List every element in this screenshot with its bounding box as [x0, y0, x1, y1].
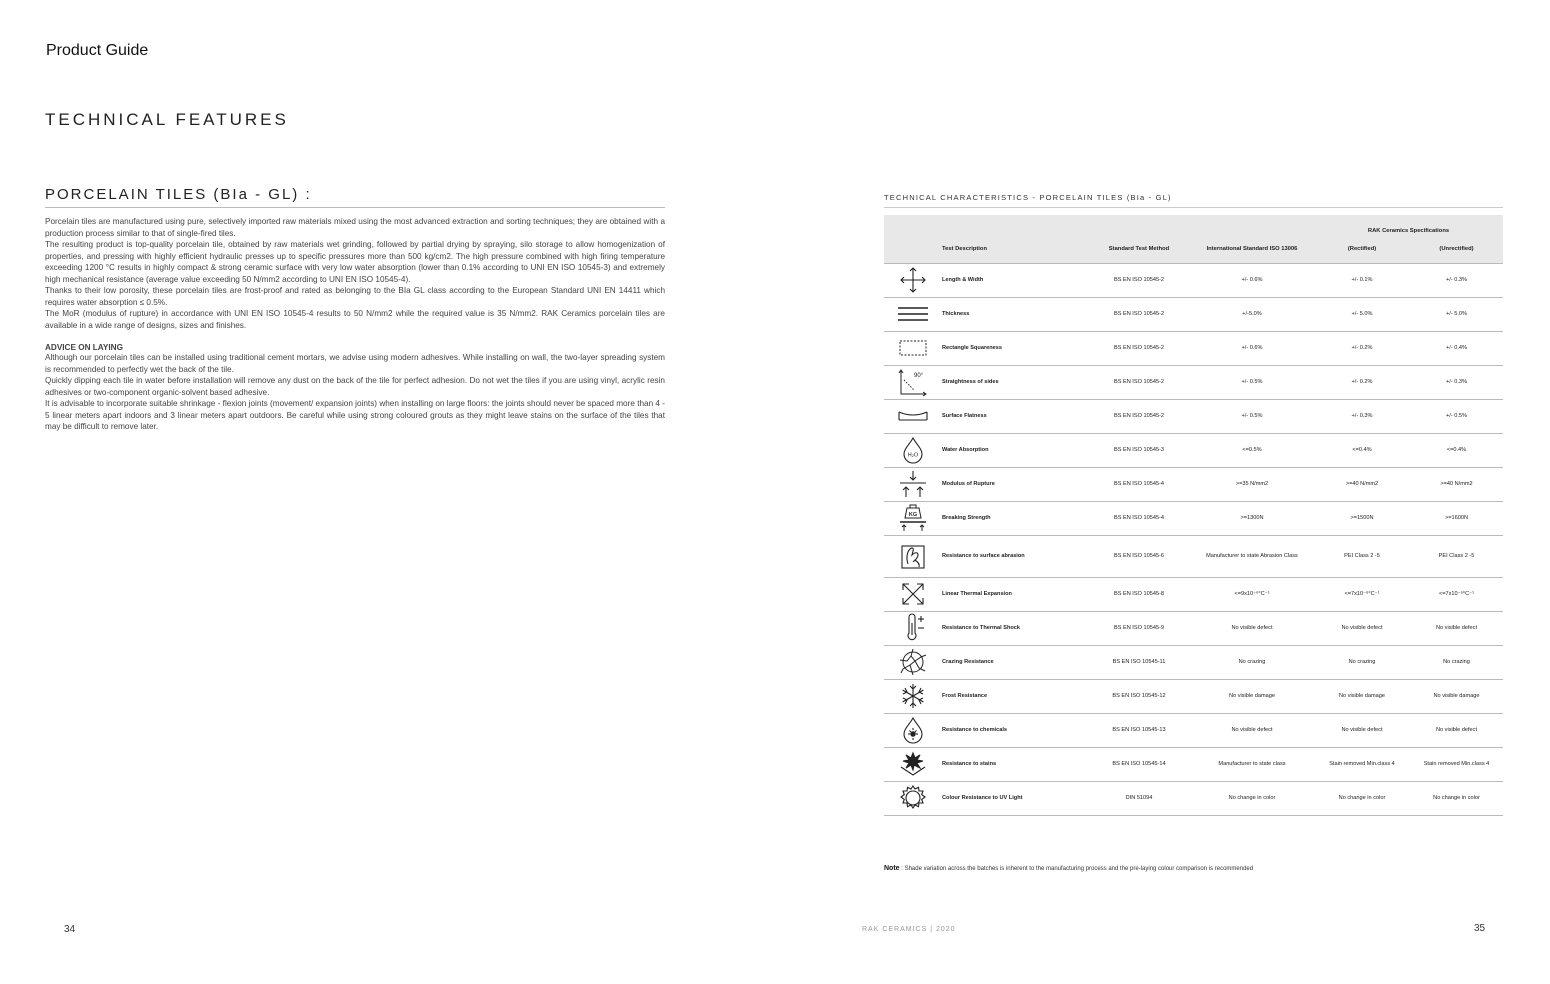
- row-unrectified: +/- 0.3%: [1410, 263, 1503, 297]
- row-iso: <=9x10⁻⁶°C⁻¹: [1190, 577, 1314, 611]
- row-method: BS EN ISO 10545-4: [1088, 501, 1190, 535]
- kg-label: KG: [908, 512, 918, 518]
- row-method: BS EN ISO 10545-4: [1088, 467, 1190, 501]
- footer-brand: RAK CERAMICS | 2020: [862, 926, 956, 933]
- row-method: BS EN ISO 10545-2: [1088, 331, 1190, 365]
- snowflake-icon: [899, 682, 927, 710]
- row-unrectified: <=0.4%: [1410, 433, 1503, 467]
- table-row: [884, 713, 1503, 747]
- row-description: Resistance to Thermal Shock: [942, 611, 1088, 645]
- row-description: Resistance to surface abrasion: [942, 535, 1088, 577]
- row-iso: >=1300N: [1190, 501, 1314, 535]
- row-description: Surface Flatness: [942, 399, 1088, 433]
- row-method: BS EN ISO 10545-8: [1088, 577, 1190, 611]
- row-rectified: No visible defect: [1314, 713, 1410, 747]
- row-iso: No visible defect: [1190, 713, 1314, 747]
- row-iso: +/-5.0%: [1190, 297, 1314, 331]
- row-method: BS EN ISO 10545-3: [1088, 433, 1190, 467]
- weight-kg-icon: [898, 503, 928, 533]
- header-unrectified: (Unrectified): [1410, 235, 1503, 263]
- row-iso: +/- 0.5%: [1190, 365, 1314, 399]
- row-rectified: No change in color: [1314, 781, 1410, 815]
- row-unrectified: No visible defect: [1410, 713, 1503, 747]
- row-method: BS EN ISO 10545-6: [1088, 535, 1190, 577]
- table-header-row: [884, 235, 1503, 263]
- section-title: TECHNICAL FEATURES: [45, 110, 289, 129]
- thermometer-icon: [899, 613, 927, 643]
- table-row: [884, 645, 1503, 679]
- row-method: BS EN ISO 10545-14: [1088, 747, 1190, 781]
- page-header-title: Product Guide: [46, 42, 149, 59]
- sun-gear-icon: [899, 784, 927, 812]
- header-iso-standard: International Standard ISO 13006: [1190, 235, 1314, 263]
- row-rectified: +/- 5.0%: [1314, 297, 1410, 331]
- row-unrectified: +/- 0.3%: [1410, 365, 1503, 399]
- row-unrectified: PEI Class 2 -5: [1410, 535, 1503, 577]
- description-paragraph: The MoR (modulus of rupture) in accordance with UNI EN ISO 10545-4 results to 50 N/mm2 while the required value is 35 N/mm2. RAK Ceramics porcelain tiles are available in a wide range of designs, sizes and finishes.: [45, 309, 665, 330]
- page-number-left: 34: [64, 924, 76, 935]
- abrasion-hand-icon: [898, 540, 928, 572]
- row-rectified: PEI Class 2 -5: [1314, 535, 1410, 577]
- table-row: [884, 331, 1503, 365]
- row-description: Water Absorption: [942, 433, 1088, 467]
- specifications-group-header: RAK Ceramics Specifications: [1314, 215, 1503, 235]
- row-iso: Manufacturer to state class: [1190, 747, 1314, 781]
- dashed-rectangle-icon: [898, 338, 928, 358]
- row-description: Crazing Resistance: [942, 645, 1088, 679]
- note-label: Note: [884, 865, 900, 872]
- row-rectified: <=7x10⁻⁶°C⁻¹: [1314, 577, 1410, 611]
- row-rectified: No crazing: [1314, 645, 1410, 679]
- row-description: Straightness of sides: [942, 365, 1088, 399]
- chemical-drop-icon: [899, 715, 927, 745]
- row-unrectified: No visible damage: [1410, 679, 1503, 713]
- description-paragraph: Thanks to their low porosity, these porcelain tiles are frost-proof and rated as belonging to the BIa GL class according to the European Standard UNI EN 14411 which requires water absorption ≤ 0.5%.: [45, 286, 665, 307]
- table-row: [884, 577, 1503, 611]
- table-row: [884, 263, 1503, 297]
- note: [884, 865, 1253, 872]
- row-iso: No crazing: [1190, 645, 1314, 679]
- row-iso: >=35 N/mm2: [1190, 467, 1314, 501]
- row-rectified: +/- 0.2%: [1314, 365, 1410, 399]
- row-rectified: >=40 N/mm2: [1314, 467, 1410, 501]
- row-unrectified: >=40 N/mm2: [1410, 467, 1503, 501]
- row-description: Modulus of Rupture: [942, 467, 1088, 501]
- row-iso: <=0.5%: [1190, 433, 1314, 467]
- advice-text: [45, 352, 665, 433]
- row-method: BS EN ISO 10545-11: [1088, 645, 1190, 679]
- table-row: [884, 297, 1503, 331]
- row-description: Resistance to stains: [942, 747, 1088, 781]
- row-method: DIN 51094: [1088, 781, 1190, 815]
- crazing-icon: [898, 647, 928, 677]
- row-method: BS EN ISO 10545-9: [1088, 611, 1190, 645]
- right-angle-icon: [897, 367, 929, 397]
- row-unrectified: No visible defect: [1410, 611, 1503, 645]
- description-text: [45, 216, 665, 331]
- table-row: [884, 747, 1503, 781]
- table-row: [884, 467, 1503, 501]
- table-row: [884, 399, 1503, 433]
- porcelain-subtitle: PORCELAIN TILES (BIa - GL) :: [45, 186, 665, 208]
- note-text: : Shade variation across the batches is inherent to the manufacturing process and the pre-laying colour comparison is recommended: [899, 866, 1254, 872]
- table-caption: TECHNICAL CHARACTERISTICS - PORCELAIN TILES (BIa - GL): [884, 193, 1503, 208]
- row-unrectified: +/- 5.0%: [1410, 297, 1503, 331]
- row-rectified: +/- 0.1%: [1314, 263, 1410, 297]
- row-iso: +/- 0.6%: [1190, 331, 1314, 365]
- row-iso: Manufacturer to state Abrasion Class: [1190, 535, 1314, 577]
- table-row: [884, 679, 1503, 713]
- row-method: BS EN ISO 10545-2: [1088, 297, 1190, 331]
- row-description: Frost Resistance: [942, 679, 1088, 713]
- row-description: Resistance to chemicals: [942, 713, 1088, 747]
- row-description: Breaking Strength: [942, 501, 1088, 535]
- advice-paragraph: It is advisable to incorporate suitable shrinkage - flexion joints (movement/ expansion joints) when installing on large floors: the joints should never be spaced more than 4 - 5 linear meters apart indoors and 3 linear meters apart outdoors. Be careful while using strong coloured grouts as they might leave stains on the surface of the tiles that may be difficult to remove later.: [45, 399, 665, 431]
- row-unrectified: No crazing: [1410, 645, 1503, 679]
- table-row: [884, 433, 1503, 467]
- row-unrectified: +/- 0.5%: [1410, 399, 1503, 433]
- technical-characteristics-table: [884, 215, 1503, 816]
- row-method: BS EN ISO 10545-13: [1088, 713, 1190, 747]
- row-iso: No change in color: [1190, 781, 1314, 815]
- table-row: [884, 365, 1503, 399]
- header-rectified: (Rectified): [1314, 235, 1410, 263]
- header-standard-test-method: Standard Test Method: [1088, 235, 1190, 263]
- page-number-right: 35: [1474, 923, 1486, 934]
- water-drop-icon: [899, 435, 927, 465]
- row-unrectified: >=1600N: [1410, 501, 1503, 535]
- row-iso: No visible damage: [1190, 679, 1314, 713]
- row-unrectified: <=7x10⁻⁶°C⁻¹: [1410, 577, 1503, 611]
- row-unrectified: +/- 0.4%: [1410, 331, 1503, 365]
- h2o-label: H₂O: [907, 452, 919, 459]
- table-row: [884, 501, 1503, 535]
- row-iso: +/- 0.5%: [1190, 399, 1314, 433]
- row-rectified: +/- 0.2%: [1314, 331, 1410, 365]
- curved-surface-icon: [897, 408, 929, 424]
- row-iso: No visible defect: [1190, 611, 1314, 645]
- row-description: Rectangle Squareness: [942, 331, 1088, 365]
- row-method: BS EN ISO 10545-2: [1088, 263, 1190, 297]
- row-method: BS EN ISO 10545-2: [1088, 399, 1190, 433]
- row-unrectified: No change in color: [1410, 781, 1503, 815]
- advice-heading: ADVICE ON LAYING: [45, 343, 123, 352]
- header-test-description: Test Description: [942, 235, 1088, 263]
- row-description: Colour Resistance to UV Light: [942, 781, 1088, 815]
- row-description: Linear Thermal Expansion: [942, 577, 1088, 611]
- row-rectified: No visible damage: [1314, 679, 1410, 713]
- table-header-row: [884, 215, 1503, 235]
- row-unrectified: Stain removed Min.class 4: [1410, 747, 1503, 781]
- table-row: [884, 611, 1503, 645]
- row-rectified: <=0.4%: [1314, 433, 1410, 467]
- table-row: [884, 781, 1503, 815]
- left-column: [45, 186, 665, 433]
- advice-paragraph: Although our porcelain tiles can be installed using traditional cement mortars, we advise using modern adhesives. While installing on wall, the two-layer spreading system is recommended to perfectly wet the back of the tile.: [45, 353, 665, 374]
- row-description: Length & Width: [942, 263, 1088, 297]
- stain-icon: [898, 750, 928, 778]
- row-method: BS EN ISO 10545-12: [1088, 679, 1190, 713]
- row-rectified: +/- 0.3%: [1314, 399, 1410, 433]
- table-row: [884, 535, 1503, 577]
- row-iso: +/- 0.6%: [1190, 263, 1314, 297]
- advice-paragraph: Quickly dipping each tile in water before installation will remove any dust on the back of the tile for perfect adhesion. Do not wet the tiles if you are using vinyl, acrylic resin adhesives or two-component organic-solvent based adhesive.: [45, 376, 665, 397]
- right-column: [884, 193, 1503, 816]
- expansion-arrows-icon: [899, 580, 927, 608]
- arrows-cross-icon: [898, 266, 928, 294]
- row-rectified: No visible defect: [1314, 611, 1410, 645]
- rupture-arrows-icon: [898, 469, 928, 499]
- description-paragraph: Porcelain tiles are manufactured using pure, selectively imported raw materials mixed using the most advanced extraction and sorting techniques; they are obtained with a production process similar to that of single-fired tiles.: [45, 217, 665, 238]
- row-rectified: >=1500N: [1314, 501, 1410, 535]
- thickness-lines-icon: [897, 304, 929, 324]
- angle-label: 90°: [914, 373, 924, 379]
- description-paragraph: The resulting product is top-quality porcelain tile, obtained by raw materials wet grinding, followed by partial drying by spraying, silo storage to allow homogenization of properties, and pressing with highly efficient hydraulic presses up to specific pressures more than 500 kg/cm2. The high pressure combined with high firing temperature exceeding 1200 °C results in highly compact & strong ceramic surface with very low water absorption (lower than 0.1% according to UNI EN ISO 10545-3) and extremely high mechanical resistance (average value exceeding 50 N/mm2 according to UNI EN ISO 10545-4).: [45, 240, 665, 284]
- row-method: BS EN ISO 10545-2: [1088, 365, 1190, 399]
- row-description: Thickness: [942, 297, 1088, 331]
- row-rectified: Stain removed Min.class 4: [1314, 747, 1410, 781]
